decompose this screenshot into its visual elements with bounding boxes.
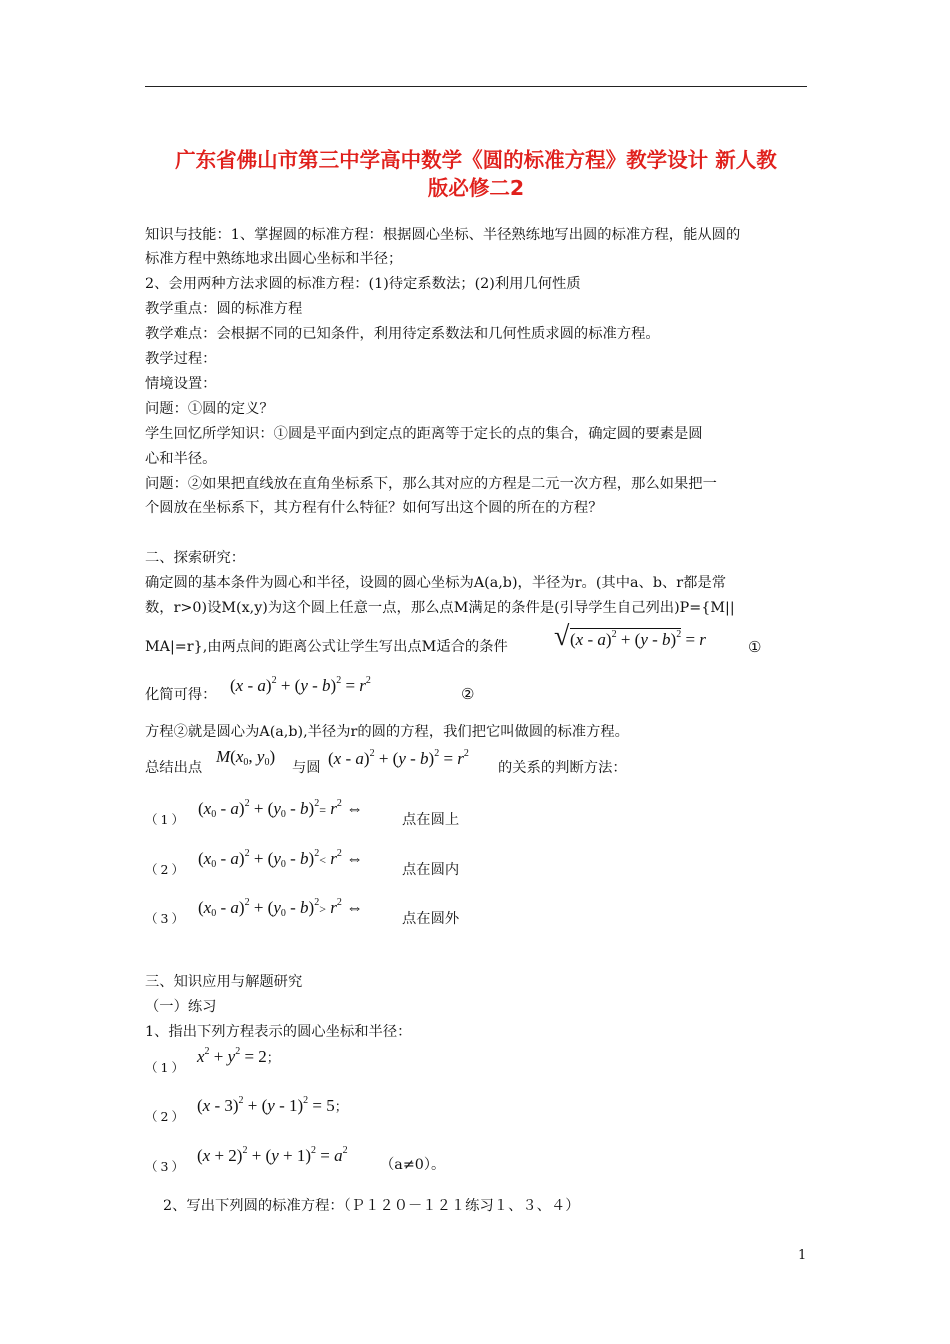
header-rule [145,86,807,87]
case-1-text: 点在圆上 [402,812,460,828]
section-2-line-3 [145,637,508,657]
case-3-formula: $(x_0 - a)^2 + (y_0 - b)^2> r^2$ ⇔ [198,897,364,919]
exercise-1-item-3-number: （3） [145,1159,187,1174]
section-2-heading: 二、探索研究： [145,550,246,566]
exercise-1-item-3-formula: $(x + 2)^2 + (y + 1)^2 = a^2$ [197,1145,348,1165]
exercise-1-item-3-condition [380,1155,445,1175]
page-number: 1 [798,1248,807,1263]
point-m-formula: $M(x_0$, $y_0$) [216,747,276,768]
exercise-1-item-2-formula: (x - 3)$^2$ + (y - 1)$^2$ = 5； [197,1095,348,1115]
question-2-line-1: 问题：②如果把直线放在直角坐标系下，那么其对应的方程是二元一次方程，那么如果把一 [145,476,717,492]
objectives-line-1: 知识与技能：1、掌握圆的标准方程：根据圆心坐标、半径熟练地写出圆的标准方程，能从圆的 [145,227,741,243]
case-2-number: （2） [145,862,187,877]
case-3-text: 点在圆外 [402,911,460,927]
iff-symbol-2: ⇔ [346,849,364,868]
summary-prefix: 总结出点 [145,760,203,776]
objectives-line-3: 2、会用两种方法求圆的标准方程：(1)待定系数法；(2)利用几何性质 [145,276,581,292]
exercise-1-item-2-tail: ； [334,1099,348,1114]
equation-description: 方程②就是圆心为A(a,b),半径为r的圆的方程，我们把它叫做圆的标准方程。 [145,724,629,740]
section-3-heading: 三、知识应用与解题研究 [145,974,303,990]
exercise-1-item-1-tail: ； [266,1050,280,1065]
title-line-2: 版必修二2 [427,176,525,200]
summary-mid: 与圆 [292,760,321,776]
recall-line-1: 学生回忆所学知识：①圆是平面内到定点的距离等于定长的点的集合，确定圆的要素是圆 [145,426,703,442]
question-1: 问题：①圆的定义？ [145,401,274,417]
case-2-text: 点在圆内 [402,862,460,878]
recall-line-2: 心和半径。 [145,451,217,467]
iff-symbol-3: ⇔ [346,898,364,917]
exercise-1-item-2-number: （2） [145,1109,187,1124]
case-2-formula: $(x_0 - a)^2 + (y_0 - b)^2< r^2$ ⇔ [198,848,364,870]
case-3-relation: > [319,902,326,916]
simplify-label: 化简可得： [145,687,217,703]
exercise-1-item-1-number: （1） [145,1060,187,1075]
case-1-formula: $(x_0 - a)^2 + (y_0 - b)^2= r^2$ ⇔ [198,798,364,820]
circle-formula-summary: $(x - a)^2 + (y - b)^2 = r^2$ [328,748,469,768]
exercise-1-item-3-tail: 。 [431,1157,446,1173]
exercise-1-item-1-formula: $x^2 + y^2 = 2$； [197,1046,280,1066]
distance-condition-text: MA|=r},由两点间的距离公式让学生写出点M适合的条件 [145,639,508,655]
title-line-1: 广东省佛山市第三中学高中数学《圆的标准方程》教学设计 新人教 [175,148,777,172]
case-3-number: （3） [145,911,187,926]
section-2-line-1: 确定圆的基本条件为圆心和半径，设圆的圆心坐标为A(a,b)，半径为r。(其中a、b、r都是常 [145,575,727,591]
section-2-line-2: 数，r>0)设M(x,y)为这个圆上任意一点，那么点M满足的条件是(引导学生自己列出)P={M|| [145,600,735,616]
objectives-line-2: 标准方程中熟练地求出圆心坐标和半径； [145,251,403,267]
equation-marker-2: ② [461,685,475,703]
case-1-number: （1） [145,812,187,827]
summary-line [145,758,202,778]
situation-heading: 情境设置： [145,376,217,392]
summary-suffix: 的关系的判断方法： [498,760,627,776]
case-2-relation: < [319,853,326,867]
equation-marker-1: ① [748,638,762,656]
standard-equation: $(x - a)^2 + (y - b)^2 = r^2$ [230,675,371,695]
process-heading: 教学过程： [145,351,217,367]
question-2-line-2: 个圆放在坐标系下，其方程有什么特征？如何写出这个圆的所在的方程？ [145,500,603,516]
exercise-2-prompt: 2、写出下列圆的标准方程：（Ｐ１２０－１２１练习１、３、４） [163,1198,580,1214]
section-3-subheading: （一）练习 [145,999,217,1015]
key-point: 教学重点：圆的标准方程 [145,301,303,317]
condition-text: （a≠0） [380,1157,432,1173]
difficulty: 教学难点：会根据不同的已知条件，利用待定系数法和几何性质求圆的标准方程。 [145,326,660,342]
exercise-1-prompt: 1、指出下列方程表示的圆心坐标和半径： [145,1024,412,1040]
distance-formula: √ (x - a)$^2$ + (y - b)$^2$ = r [556,628,706,650]
document-title [140,146,812,202]
iff-symbol-1: ⇔ [346,799,364,818]
case-1-relation: = [319,803,326,817]
